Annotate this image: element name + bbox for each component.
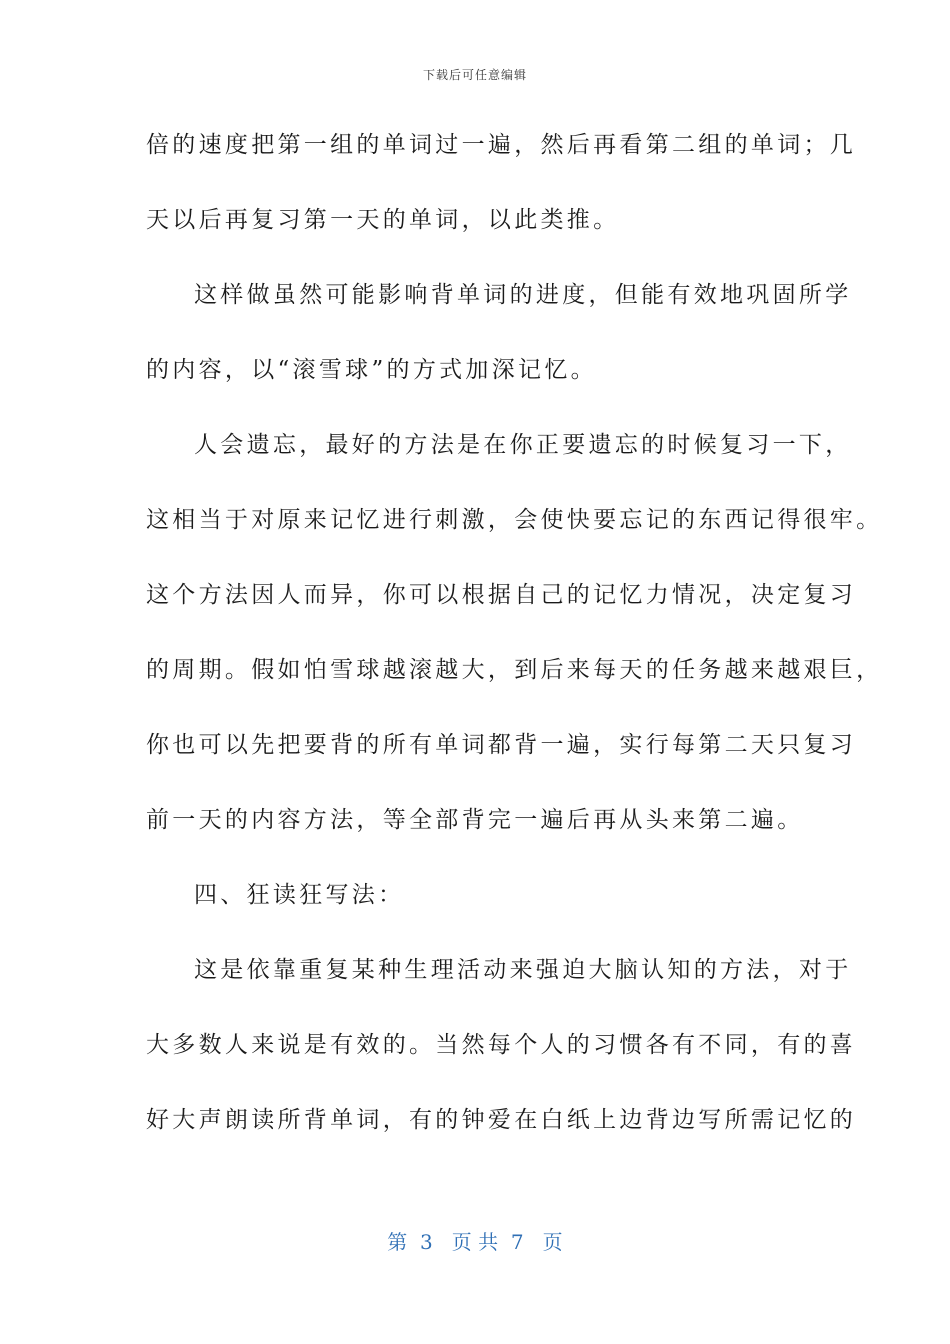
paragraph-line: 天以后再复习第一天的单词，以此类推。 (146, 207, 620, 233)
paragraph-line: 倍的速度把第一组的单词过一遍，然后再看第二组的单词；几 (146, 132, 857, 158)
page-footer: 第 3 页 共 7 页 (387, 1230, 563, 1254)
paragraph-line: 这样做虽然可能影响背单词的进度，但能有效地巩固所学 (194, 282, 852, 308)
page-header: 下载后可任意编辑 (422, 68, 527, 82)
paragraph-line: 前一天的内容方法，等全部背完一遍后再从头来第二遍。 (146, 807, 804, 833)
paragraph-line: 这个方法因人而异，你可以根据自己的记忆力情况，决定复习 (146, 582, 857, 608)
paragraph-line: 的周期。假如怕雪球越滚越大，到后来每天的任务越来越艰巨， (146, 657, 883, 683)
paragraph-line: 好大声朗读所背单词，有的钟爱在白纸上边背边写所需记忆的 (146, 1107, 857, 1133)
section-heading: 四、狂读狂写法： (194, 882, 405, 908)
paragraph-line: 这是依靠重复某种生理活动来强迫大脑认知的方法，对于 (194, 957, 852, 983)
paragraph-line: 你也可以先把要背的所有单词都背一遍，实行每第二天只复习 (146, 732, 857, 758)
paragraph-line: 人会遗忘，最好的方法是在你正要遗忘的时候复习一下， (194, 432, 852, 458)
paragraph-line: 的内容，以“滚雪球”的方式加深记忆。 (146, 357, 597, 383)
paragraph-line: 这相当于对原来记忆进行刺激，会使快要忘记的东西记得很牢。 (146, 507, 883, 533)
paragraph-line: 大多数人来说是有效的。当然每个人的习惯各有不同，有的喜 (146, 1032, 857, 1058)
